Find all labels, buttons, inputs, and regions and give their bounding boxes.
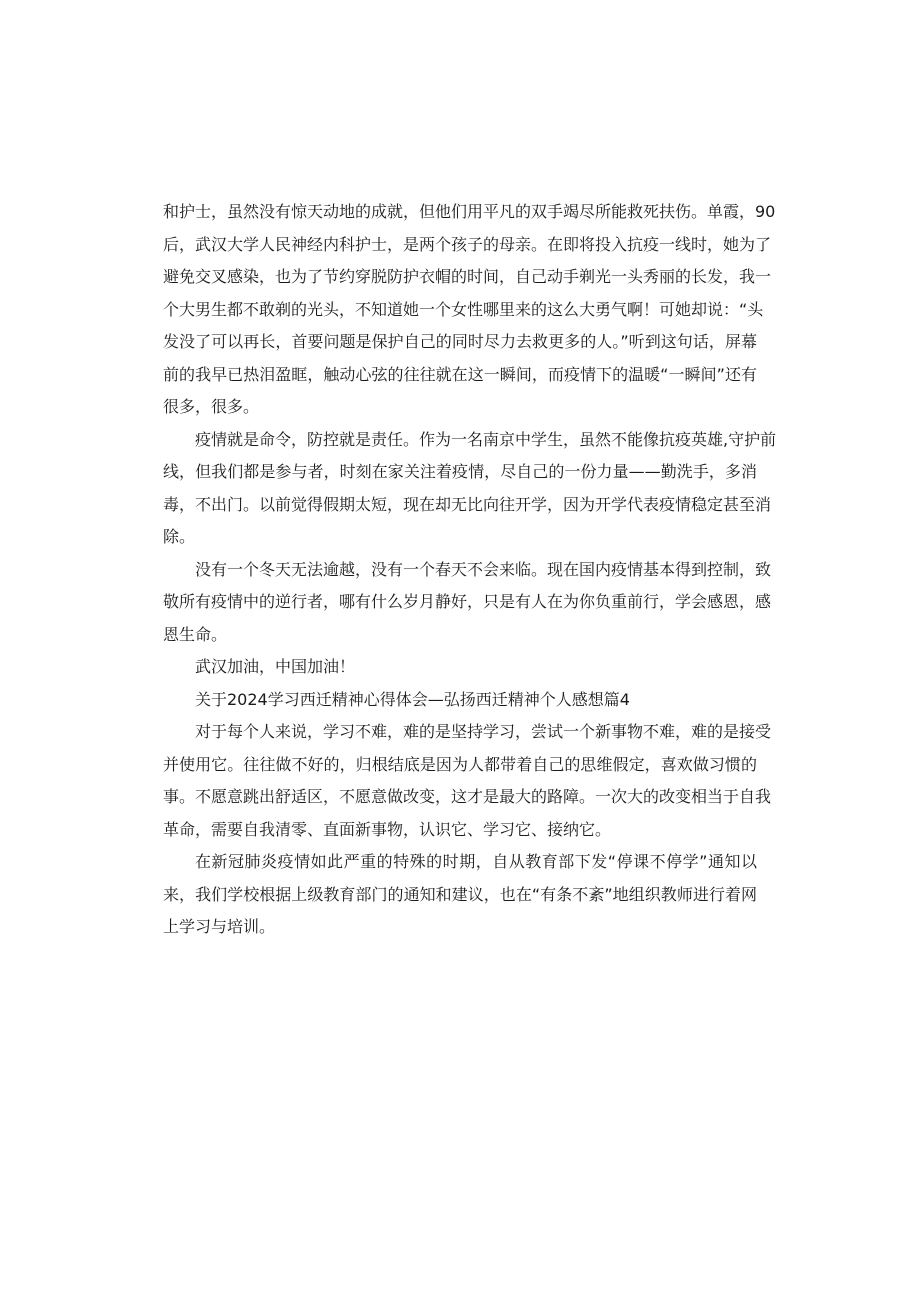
section-heading xyxy=(163,684,757,717)
text-line: 疫情就是命令，防控就是责任。作为一名南京中学生，虽然不能像抗疫英雄,守护前 xyxy=(195,429,777,449)
text-line: 来，我们学校根据上级教育部门的通知和建议，也在“有条不紊”地组织教师进行着网 xyxy=(163,884,757,904)
text-line: 武汉加油，中国加油！ xyxy=(195,657,356,676)
text-line: 和护士，虽然没有惊天动地的成就，但他们用平凡的双手竭尽所能救死扶伤。单霞，90 xyxy=(163,202,776,221)
text-line: 没有一个冬天无法逾越，没有一个春天不会来临。现在国内疫情基本得到控制，致 xyxy=(195,559,772,579)
paragraph-cheer xyxy=(163,651,757,684)
paragraph-online-training xyxy=(163,846,757,944)
text-line: 很多，很多。 xyxy=(163,397,260,416)
text-line: 对于每个人来说，学习不难，难的是坚持学习，尝试一个新事物不难，难的是接受 xyxy=(195,722,772,741)
text-line: 并使用它。往往做不好的，归根结底是因为人都带着自己的思维假定，喜欢做习惯的 xyxy=(163,754,757,774)
text-line: 革命，需要自我清零、直面新事物，认识它、学习它、接纳它。 xyxy=(163,819,612,839)
text-line: 事。不愿意跳出舒适区，不愿意做改变，这才是最大的路障。一次大的改变相当于自我 xyxy=(163,787,772,806)
text-line: 除。 xyxy=(163,527,196,546)
text-line: 避免交叉感染，也为了节约穿脱防护衣帽的时间，自己动手剃光一头秀丽的长发，我一 xyxy=(163,267,772,286)
paragraph-learning xyxy=(163,716,772,846)
text-line: 在新冠肺炎疫情如此严重的特殊的时期，自从教育部下发“停课不停学”通知以 xyxy=(195,852,757,871)
text-line: 前的我早已热泪盈眶，触动心弦的往往就在这一瞬间，而疫情下的温暖“一瞬间”还有 xyxy=(163,364,757,384)
paragraph-responsibility xyxy=(163,424,777,554)
text-line: 毒，不出门。以前觉得假期太短，现在却无比向往开学，因为开学代表疫情稳定甚至消 xyxy=(163,494,772,514)
document-body xyxy=(163,196,777,944)
paragraph-nurse-story xyxy=(163,196,776,424)
text-line: 上学习与培训。 xyxy=(163,917,276,936)
text-line: 恩生命。 xyxy=(163,624,228,644)
text-line: 发没了可以再长，首要问题是保护自己的同时尽力去救更多的人。”听到这句话，屏幕 xyxy=(163,332,757,351)
section-heading-text: 关于2024学习西迁精神心得体会—弘扬西迁精神个人感想篇4 xyxy=(195,689,630,709)
text-line: 线，但我们都是参与者，时刻在家关注着疫情，尽自己的一份力量——勤洗手，多消 xyxy=(163,462,757,481)
text-line: 个大男生都不敢剃的光头，不知道她一个女性哪里来的这么大勇气啊！可她却说：“头 xyxy=(163,299,764,319)
text-line: 敬所有疫情中的逆行者，哪有什么岁月静好，只是有人在为你负重前行，学会感恩，感 xyxy=(163,592,772,611)
text-line: 后，武汉大学人民神经内科护士，是两个孩子的母亲。在即将投入抗疫一线时，她为了 xyxy=(163,234,772,254)
paragraph-spring xyxy=(163,554,772,652)
